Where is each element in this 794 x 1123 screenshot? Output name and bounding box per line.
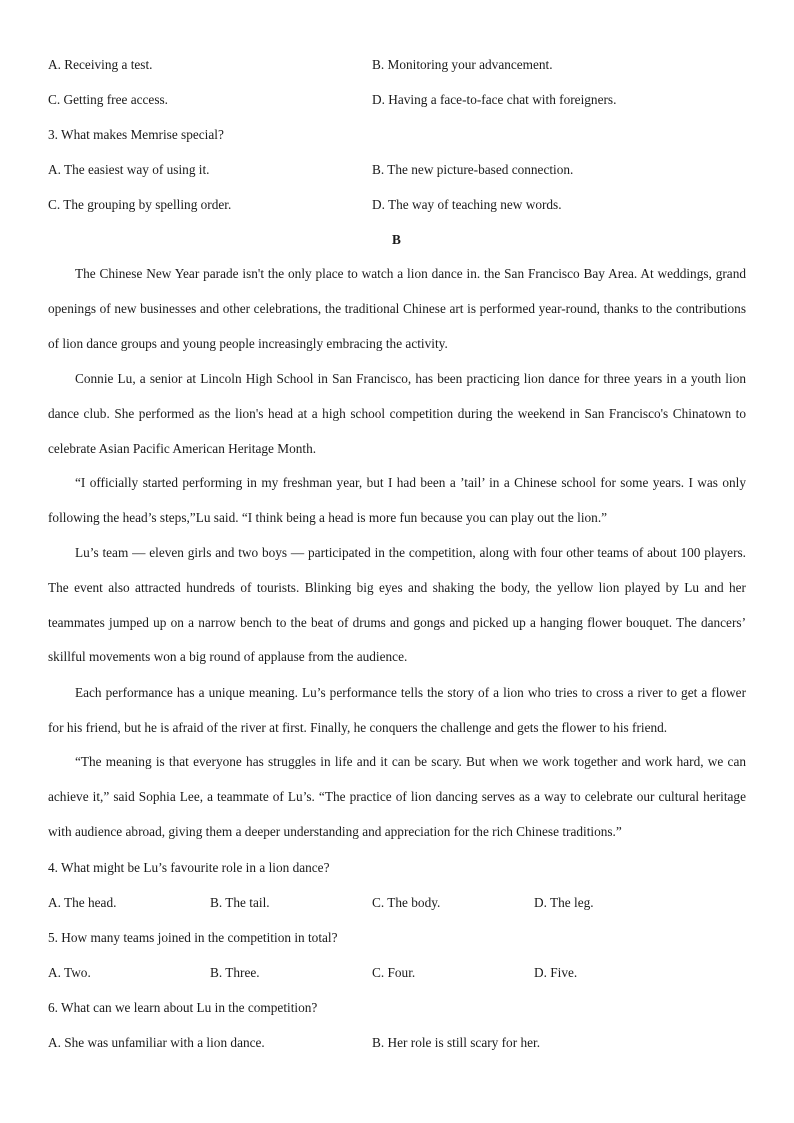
q2-option-c: C. Getting free access.: [48, 92, 168, 107]
passage-paragraph: “I officially started performing in my freshman year, but I had been a ’tail’ in a Chinese school for some years. I was only following the head’s steps,”Lu said. “I think being a head is more fun because you can play out the lion.”: [48, 475, 746, 525]
passage-paragraph: The Chinese New Year parade isn't the only place to watch a lion dance in. the San Francisco Bay Area. At weddings, grand openings of new businesses and other celebrations, the traditional Chinese art is performed year-round, thanks to the contributions of lion dance groups and young people increasingly embracing the activity.: [48, 266, 746, 351]
q4-option-b: B. The tail.: [210, 895, 270, 910]
q4-option-d: D. The leg.: [534, 895, 594, 910]
q3-stem: 3. What makes Memrise special?: [48, 127, 224, 142]
q4-stem: 4. What might be Lu’s favourite role in a lion dance?: [48, 860, 330, 875]
q4-option-a: A. The head.: [48, 895, 117, 910]
q3-option-a: A. The easiest way of using it.: [48, 162, 210, 177]
q6-option-b: B. Her role is still scary for her.: [372, 1035, 541, 1050]
q5-stem: 5. How many teams joined in the competition in total?: [48, 930, 338, 945]
q5-option-b: B. Three.: [210, 965, 260, 980]
q6-stem: 6. What can we learn about Lu in the competition?: [48, 1000, 318, 1015]
q2-option-b: B. Monitoring your advancement.: [372, 57, 553, 72]
q5-option-d: D. Five.: [534, 965, 578, 980]
passage-paragraph: Lu’s team — eleven girls and two boys — participated in the competition, along with four other teams of about 100 players. The event also attracted hundreds of tourists. Blinking big eyes and shaking the body, the yellow lion played by Lu and her teammates jumped up on a narrow bench to the beat of drums and gongs and picked up a hanging flower bouquet. The dancers’ skillful movements won a big round of applause from the audience.: [48, 545, 746, 665]
q6-option-a: A. She was unfamiliar with a lion dance.: [48, 1035, 265, 1050]
passage-paragraph: Each performance has a unique meaning. Lu’s performance tells the story of a lion who tries to cross a river to get a flower for his friend, but he is afraid of the river at first. Finally, he conquers the challenge and gets the flower to his friend.: [48, 685, 746, 735]
q3-option-b: B. The new picture-based connection.: [372, 162, 574, 177]
q3-option-c: C. The grouping by spelling order.: [48, 197, 232, 212]
q2-option-a: A. Receiving a test.: [48, 57, 153, 72]
passage-paragraph: Connie Lu, a senior at Lincoln High School in San Francisco, has been practicing lion dance for three years in a youth lion dance club. She performed as the lion's head at a high school competition during the weekend in San Francisco's Chinatown to celebrate Asian Pacific American Heritage Month.: [48, 371, 746, 456]
q5-option-a: A. Two.: [48, 965, 91, 980]
section-heading: B: [392, 232, 401, 247]
q4-option-c: C. The body.: [372, 895, 441, 910]
q3-option-d: D. The way of teaching new words.: [372, 197, 562, 212]
q2-option-d: D. Having a face-to-face chat with foreigners.: [372, 92, 617, 107]
passage-paragraph: “The meaning is that everyone has struggles in life and it can be scary. But when we work together and work hard, we can achieve it,” said Sophia Lee, a teammate of Lu’s. “The practice of lion dancing serves as a way to celebrate our cultural heritage with audience abroad, giving them a deeper understanding and appreciation for the rich Chinese traditions.”: [48, 754, 746, 839]
q5-option-c: C. Four.: [372, 965, 416, 980]
